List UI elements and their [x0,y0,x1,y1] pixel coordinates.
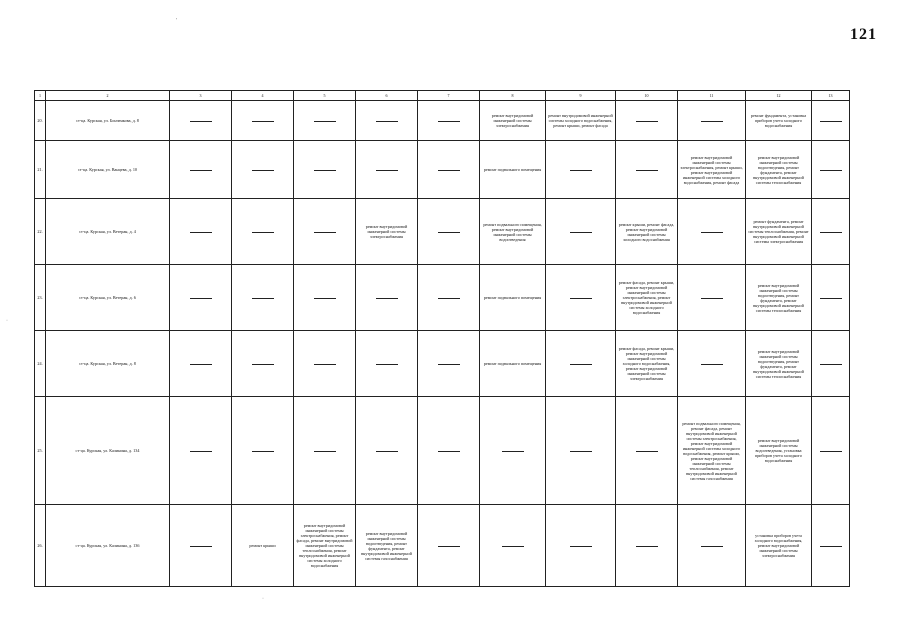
repair-schedule-table [34,90,850,587]
dash-mark [636,121,658,122]
work-description-cell: установка приборов учета холодного водоснабжения, ремонт внутридомовой инженерной системы электроснабжения [746,505,812,587]
dash-mark [376,364,398,365]
dash-mark [820,232,842,233]
dash-cell [812,199,850,265]
dash-cell [812,397,850,505]
header-cell: 5 [294,91,356,101]
dash-mark [252,170,274,171]
dash-mark [314,451,336,452]
dash-cell [546,331,616,397]
work-description-cell: ремонт фасада, ремонт крыши, ремонт внутридомовой инженерной системы электроснабжения, ремонт внутридомовой инженерной системы холодного водоснабжения [616,265,678,331]
dash-cell [356,331,418,397]
table-row [35,101,850,141]
scan-speck: · [6,318,8,324]
dash-mark [701,364,723,365]
dash-cell [418,331,480,397]
work-description-cell: ремонт внутридомовой инженерной системы водоотведения, ремонт фундамента, ремонт внутридомовой инженерной системы теплоснабжения [746,331,812,397]
dash-mark [376,170,398,171]
dash-cell [812,265,850,331]
dash-mark [438,298,460,299]
table-row [35,397,850,505]
dash-mark [820,546,842,547]
header-cell: 2 [46,91,170,101]
dash-cell [294,141,356,199]
page-number: 121 [850,26,877,43]
dash-cell [232,199,294,265]
header-row [35,91,850,101]
address-cell: ст-ца. Курская, ул. Ветеран, д. 4 [46,199,170,265]
dash-cell [170,265,232,331]
row-number: 24. [35,331,46,397]
header-cell: 9 [546,91,616,101]
dash-mark [701,546,723,547]
dash-mark [438,364,460,365]
header-cell: 8 [480,91,546,101]
dash-mark [252,364,274,365]
dash-cell [356,101,418,141]
dash-mark [570,170,592,171]
work-description-cell: ремонт внутридомовой инженерной системы электроснабжения [480,101,546,141]
scan-speck: · [262,596,264,602]
dash-cell [294,331,356,397]
dash-mark [314,364,336,365]
header-cell: 11 [678,91,746,101]
dash-mark [502,451,524,452]
dash-cell [418,397,480,505]
dash-cell [294,199,356,265]
dash-cell [812,141,850,199]
dash-cell [294,101,356,141]
row-number: 22. [35,199,46,265]
dash-cell [812,331,850,397]
dash-mark [570,364,592,365]
dash-mark [636,170,658,171]
dash-cell [546,199,616,265]
dash-mark [570,451,592,452]
dash-cell [546,141,616,199]
dash-cell [678,331,746,397]
dash-mark [190,546,212,547]
row-number: 21. [35,141,46,199]
dash-cell [418,141,480,199]
header-cell: 3 [170,91,232,101]
header-cell: 7 [418,91,480,101]
table-row [35,505,850,587]
dash-mark [376,121,398,122]
dash-mark [570,232,592,233]
header-cell: 4 [232,91,294,101]
dash-mark [252,121,274,122]
dash-mark [820,121,842,122]
dash-mark [314,170,336,171]
dash-mark [190,451,212,452]
dash-mark [438,121,460,122]
dash-mark [314,298,336,299]
work-description-cell: ремонт внутридомовой инженерной системы водоотведения, установка приборов учета холодного водоснабжения [746,397,812,505]
scan-speck: ' [176,18,178,24]
dash-mark [438,451,460,452]
work-description-cell: ремонт подвального помещения, ремонт внутридомовой инженерной системы водоотведения [480,199,546,265]
work-description-cell: ремонт внутридомовой инженерной системы водоотведения, ремонт фундамента, ремонт внутридомовой инженерной системы теплоснабжения [746,141,812,199]
dash-mark [636,451,658,452]
work-description-cell: ремонт внутридомовой инженерной системы электроснабжения, ремонт крыши, ремонт внутридомовой инженерной системы холодного водоснабжения, ремонт фасада [678,141,746,199]
dash-mark [438,546,460,547]
dash-mark [570,546,592,547]
table-row [35,199,850,265]
dash-mark [438,170,460,171]
dash-mark [820,364,842,365]
dash-cell [616,505,678,587]
dash-cell [678,505,746,587]
table-row [35,141,850,199]
dash-cell [480,397,546,505]
dash-mark [701,298,723,299]
work-description-cell: ремонт подвального помещения, ремонт фасада, ремонт внутридомовой инженерной системы электроснабжения, ремонт внутридомовой инженерной системы холодного водоснабжения, ремонт крыши, ремонт внутридомовой инженерной системы теплоснабжения, ремонт внутридомовой инженерной системы газоснабжения [678,397,746,505]
header-cell: 12 [746,91,812,101]
dash-mark [190,121,212,122]
dash-cell [170,505,232,587]
dash-cell [418,199,480,265]
dash-cell [170,397,232,505]
row-number: 20. [35,101,46,141]
dash-cell [170,331,232,397]
dash-cell [232,397,294,505]
dash-mark [314,232,336,233]
dash-mark [252,232,274,233]
dash-cell [678,101,746,141]
dash-cell [418,101,480,141]
work-description-cell: ремонт подвального помещения [480,331,546,397]
work-description-cell: ремонт подвального помещения [480,141,546,199]
row-number: 23. [35,265,46,331]
dash-cell [546,505,616,587]
dash-cell [812,505,850,587]
dash-cell [294,397,356,505]
dash-cell [678,265,746,331]
work-description-cell: ремонт внутридомовой инженерной системы водоотведения, ремонт фундамента, ремонт внутридомовой инженерной системы газоснабжения [356,505,418,587]
dash-cell [356,397,418,505]
dash-mark [314,121,336,122]
dash-cell [418,265,480,331]
dash-mark [376,451,398,452]
dash-cell [546,397,616,505]
dash-mark [190,364,212,365]
dash-mark [570,298,592,299]
address-cell: ст-ца. Курская, ул. Бонченкова, д. 8 [46,101,170,141]
dash-cell [170,101,232,141]
dash-cell [232,265,294,331]
dash-cell [170,199,232,265]
table-row [35,265,850,331]
dash-mark [252,451,274,452]
work-description-cell: ремонт крыши [232,505,294,587]
work-description-cell: ремонт подвального помещения [480,265,546,331]
dash-mark [438,232,460,233]
table-body [35,101,850,587]
dash-cell [356,265,418,331]
work-description-cell: ремонт фундамента, ремонт внутридомовой инженерной системы теплоснабжения, ремонт внутридомовой инженерной системы электроснабжения [746,199,812,265]
header-cell: 6 [356,91,418,101]
header-cell: 13 [812,91,850,101]
work-description-cell: ремонт фундамента, установка приборов учета холодного водоснабжения [746,101,812,141]
address-cell: ст-ца. Курская, ул. Калинина, д. 136 [46,505,170,587]
dash-mark [701,121,723,122]
dash-cell [480,505,546,587]
dash-mark [820,298,842,299]
address-cell: ст-ца. Курская, ул. Ветеран, д. 6 [46,265,170,331]
dash-cell [356,141,418,199]
dash-cell [232,101,294,141]
work-description-cell: ремонт внутридомовой инженерной системы водоотведения, ремонт фундамента, ремонт внутридомовой инженерной системы теплоснабжения [746,265,812,331]
dash-mark [636,546,658,547]
work-description-cell: ремонт внутридомовой инженерной системы электроснабжения, ремонт фасада, ремонт внутридомовой инженерной системы теплоснабжения, ремонт внутридомовой инженерной системы холодного водоснабжения [294,505,356,587]
dash-mark [190,232,212,233]
header-cell: 10 [616,91,678,101]
work-description-cell: ремонт внутридомовой инженерной системы холодного водоснабжения, ремонт крыши, ремонт фасада [546,101,616,141]
dash-mark [190,298,212,299]
work-description-cell: ремонт внутридомовой инженерной системы электроснабжения [356,199,418,265]
address-cell: ст-ца. Курская, ул. Калинина, д. 134 [46,397,170,505]
work-description-cell: ремонт крыши, ремонт фасада, ремонт внутридомовой инженерной системы холодного водоснабжения [616,199,678,265]
dash-cell [678,199,746,265]
dash-cell [232,141,294,199]
dash-cell [546,265,616,331]
dash-cell [812,101,850,141]
dash-cell [232,331,294,397]
dash-cell [294,265,356,331]
dash-cell [170,141,232,199]
header-cell: 1 [35,91,46,101]
table-row [35,331,850,397]
dash-mark [376,298,398,299]
dash-mark [502,546,524,547]
dash-cell [418,505,480,587]
dash-cell [616,397,678,505]
dash-mark [820,170,842,171]
dash-mark [701,232,723,233]
dash-mark [820,451,842,452]
address-cell: ст-ца. Курская, ул. Ванцева, д. 10 [46,141,170,199]
row-number: 26. [35,505,46,587]
dash-mark [252,298,274,299]
address-cell: ст-ца. Курская, ул. Ветеран, д. 8 [46,331,170,397]
work-description-cell: ремонт фасада, ремонт крыши, ремонт внутридомовой инженерной системы холодного водоснабжения, ремонт внутридомовой инженерной системы электроснабжения [616,331,678,397]
dash-cell [616,101,678,141]
dash-mark [190,170,212,171]
row-number: 25. [35,397,46,505]
dash-cell [616,141,678,199]
